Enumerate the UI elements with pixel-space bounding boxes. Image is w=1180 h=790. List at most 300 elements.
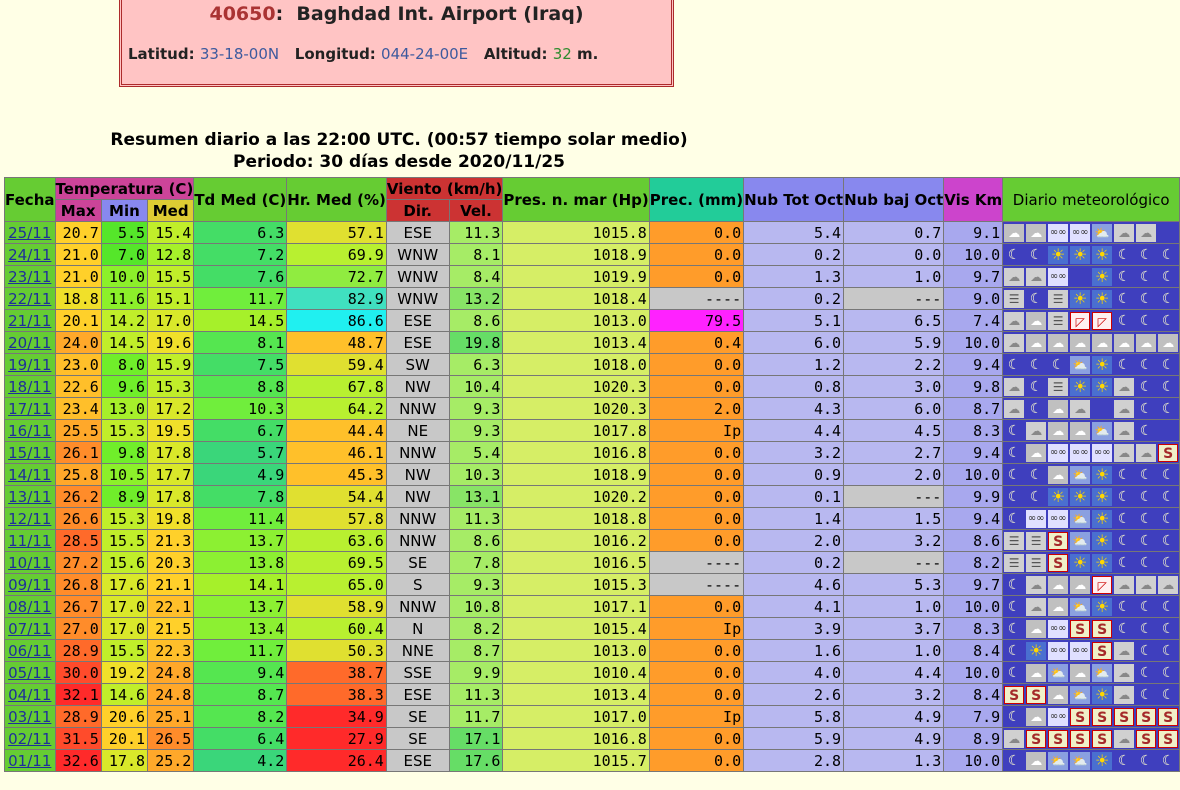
wind-dir-cell-value: N	[412, 619, 424, 638]
weather-icons-cell	[1003, 442, 1180, 464]
precip-cell	[649, 332, 743, 354]
date-link[interactable]: 20/11	[8, 333, 52, 352]
hr-cell	[287, 640, 387, 662]
sun-icon: ☀	[1092, 554, 1112, 572]
min-temp-cell-value: 9.6	[117, 377, 146, 396]
precip-cell-value: ----	[704, 289, 742, 308]
moon-icon: ☾	[1139, 313, 1153, 329]
s-icon: S	[1070, 620, 1090, 638]
station-name: Baghdad Int. Airport (Iraq)	[296, 3, 584, 25]
cloud-low-cell-value: 2.7	[914, 443, 942, 462]
precip-cell	[649, 596, 743, 618]
cloud-low-cell	[844, 618, 944, 640]
cloud-low-cell-value: 6.0	[914, 399, 942, 418]
station-coords	[128, 45, 598, 63]
moon-icon: ☾	[1161, 687, 1175, 703]
cloud-total-cell	[744, 288, 844, 310]
loop-icon: ∞∞	[1048, 444, 1068, 462]
hr-cell	[287, 574, 387, 596]
table-row	[5, 618, 1180, 640]
max-temp-cell	[55, 574, 101, 596]
date-link[interactable]: 22/11	[8, 289, 52, 308]
date-link[interactable]: 17/11	[8, 399, 52, 418]
weather-icons-cell	[1003, 508, 1180, 530]
date-cell	[5, 750, 56, 772]
moon-icon: ☾	[1139, 247, 1153, 263]
moon-icon: ☾	[1161, 621, 1175, 637]
precip-cell-value: 0.0	[714, 597, 742, 616]
moon-icon: ☾	[1117, 247, 1131, 263]
lat-value: 33-18-00N	[199, 45, 280, 63]
min-temp-cell	[101, 464, 147, 486]
max-temp-cell-value: 31.5	[62, 729, 99, 748]
date-link[interactable]: 19/11	[8, 355, 52, 374]
moon-icon: ☾	[1051, 357, 1065, 373]
visibility-cell-value: 7.9	[973, 707, 1001, 726]
lon-label: Longitud:	[294, 45, 376, 63]
min-temp-cell-value: 8.0	[117, 355, 146, 374]
table-row	[5, 596, 1180, 618]
max-temp-cell-value: 23.4	[62, 399, 99, 418]
alt-value: 32	[552, 45, 572, 63]
visibility-cell-value: 9.8	[973, 377, 1001, 396]
min-temp-cell-value: 14.2	[108, 311, 146, 330]
moon-icon: ☾	[1161, 753, 1175, 769]
date-cell	[5, 728, 56, 750]
max-temp-cell-value: 18.8	[62, 289, 99, 308]
sunc-icon: ⛅	[1070, 510, 1090, 528]
cloud-total-cell-value: 2.6	[813, 685, 842, 704]
cloud-low-cell	[844, 574, 944, 596]
hr-cell-value: 63.6	[347, 531, 384, 550]
date-link[interactable]: 06/11	[8, 641, 52, 660]
wind-dir-cell	[386, 750, 449, 772]
visibility-cell	[944, 596, 1003, 618]
weather-icons-cell	[1003, 706, 1180, 728]
precip-cell-value: 0.0	[714, 729, 742, 748]
table-row	[5, 486, 1180, 508]
visibility-cell	[944, 574, 1003, 596]
date-cell	[5, 640, 56, 662]
precip-cell	[649, 618, 743, 640]
precip-cell	[649, 354, 743, 376]
cloud-icon: ☁	[1048, 576, 1068, 594]
td-cell-value: 11.7	[248, 641, 285, 660]
table-body	[5, 222, 1180, 772]
visibility-cell	[944, 222, 1003, 244]
moon-icon: ☾	[1161, 599, 1175, 615]
table-row	[5, 332, 1180, 354]
sunc-icon: ⛅	[1070, 466, 1090, 484]
wind-dir-cell-value: NNW	[399, 399, 437, 418]
table-row	[5, 552, 1180, 574]
cloud-total-cell-value: 4.6	[813, 575, 842, 594]
table-row	[5, 354, 1180, 376]
max-temp-cell-value: 20.1	[62, 311, 99, 330]
cloud-low-cell-value: 1.0	[914, 597, 942, 616]
date-link[interactable]: 08/11	[8, 597, 52, 616]
sun-icon: ☀	[1092, 510, 1112, 528]
pressure-cell	[503, 266, 649, 288]
date-link[interactable]: 15/11	[8, 443, 52, 462]
alt-label: Altitud:	[483, 45, 548, 63]
date-link[interactable]: 14/11	[8, 465, 52, 484]
med-temp-cell-value: 19.8	[155, 509, 192, 528]
weather-icons-cell	[1003, 574, 1180, 596]
alt-unit: m.	[577, 45, 599, 63]
none-icon	[1092, 400, 1112, 418]
date-cell	[5, 376, 56, 398]
pressure-cell-value: 1013.4	[592, 685, 647, 704]
bars-icon: ☰	[1026, 532, 1046, 550]
hr-cell	[287, 266, 387, 288]
rain-icon: ☁	[1136, 224, 1156, 242]
sun-icon: ☀	[1092, 246, 1112, 264]
wind-vel-cell-value: 13.2	[464, 289, 501, 308]
weather-icons-cell	[1003, 464, 1180, 486]
wind-vel-cell	[449, 618, 503, 640]
moon-icon: ☾	[1139, 401, 1153, 417]
hr-cell-value: 65.0	[347, 575, 384, 594]
hr-cell-value: 46.1	[347, 443, 384, 462]
hr-cell-value: 86.6	[347, 311, 384, 330]
max-temp-cell	[55, 750, 101, 772]
weather-icons-cell	[1003, 398, 1180, 420]
max-temp-cell	[55, 420, 101, 442]
header-max: Max	[55, 200, 101, 222]
td-cell	[194, 618, 287, 640]
hr-cell	[287, 596, 387, 618]
min-temp-cell	[101, 618, 147, 640]
td-cell	[194, 222, 287, 244]
moon-icon: ☾	[1139, 489, 1153, 505]
sunc-icon: ⛅	[1092, 422, 1112, 440]
wind-dir-cell-value: NW	[404, 487, 431, 506]
moon-icon: ☾	[1117, 291, 1131, 307]
med-temp-cell-value: 15.5	[155, 267, 192, 286]
cloud-low-cell-value: 0.7	[914, 223, 942, 242]
cloud-low-cell-value: 4.5	[914, 421, 942, 440]
med-temp-cell	[148, 442, 194, 464]
pressure-cell	[503, 728, 649, 750]
date-link[interactable]: 21/11	[8, 311, 52, 330]
wind-dir-cell-value: NNW	[399, 531, 437, 550]
max-temp-cell-value: 27.2	[62, 553, 99, 572]
cloud-icon: ☁	[1026, 334, 1046, 352]
cloud-low-cell	[844, 684, 944, 706]
precip-cell-value: Ip	[723, 421, 742, 440]
cloud-total-cell-value: 2.8	[813, 751, 842, 770]
min-temp-cell-value: 15.3	[108, 421, 146, 440]
date-link[interactable]: 03/11	[8, 707, 52, 726]
td-cell	[194, 354, 287, 376]
header-nubbaj: Nub baj Oct	[844, 178, 944, 222]
date-cell	[5, 244, 56, 266]
pressure-cell	[503, 530, 649, 552]
cloud-icon: ☁	[1048, 400, 1068, 418]
rain-icon: ☁	[1114, 730, 1134, 748]
wind-dir-cell-value: SSE	[403, 663, 432, 682]
date-link[interactable]: 24/11	[8, 245, 52, 264]
visibility-cell	[944, 266, 1003, 288]
date-link[interactable]: 16/11	[8, 421, 52, 440]
min-temp-cell-value: 8.9	[117, 487, 146, 506]
moon-icon: ☾	[1139, 643, 1153, 659]
max-temp-cell-value: 22.6	[62, 377, 99, 396]
med-temp-cell-value: 17.0	[155, 311, 192, 330]
min-temp-cell	[101, 244, 147, 266]
moon-icon: ☾	[1117, 511, 1131, 527]
wind-dir-cell	[386, 574, 449, 596]
rain-icon: ☁	[1026, 576, 1046, 594]
hr-cell-value: 57.1	[347, 223, 384, 242]
cloud-low-cell-value: ---	[914, 289, 942, 308]
wind-dir-cell-value: ESE	[403, 751, 432, 770]
precip-cell	[649, 508, 743, 530]
moon-icon: ☾	[1161, 357, 1175, 373]
cloud-total-cell-value: 0.2	[813, 553, 842, 572]
wind-vel-cell	[449, 552, 503, 574]
min-temp-cell	[101, 310, 147, 332]
wind-dir-cell	[386, 288, 449, 310]
pressure-cell-value: 1020.2	[592, 487, 647, 506]
wind-dir-cell-value: S	[412, 575, 423, 594]
max-temp-cell-value: 26.2	[62, 487, 99, 506]
cloud-total-cell-value: 3.2	[813, 443, 842, 462]
table-row	[5, 310, 1180, 332]
hr-cell-value: 44.4	[347, 421, 384, 440]
precip-cell	[649, 706, 743, 728]
visibility-cell-value: 8.9	[973, 729, 1001, 748]
sun-icon: ☀	[1092, 268, 1112, 286]
hr-cell-value: 58.9	[347, 597, 384, 616]
pressure-cell	[503, 376, 649, 398]
min-temp-cell	[101, 640, 147, 662]
date-link[interactable]: 25/11	[8, 223, 52, 242]
moon-icon: ☾	[1161, 291, 1175, 307]
visibility-cell-value: 10.0	[964, 663, 1001, 682]
td-cell	[194, 508, 287, 530]
visibility-cell	[944, 728, 1003, 750]
min-temp-cell	[101, 728, 147, 750]
moon-icon: ☾	[1029, 247, 1043, 263]
precip-cell-value: 0.0	[714, 465, 742, 484]
cloud-low-cell-value: 6.5	[914, 311, 942, 330]
med-temp-cell	[148, 618, 194, 640]
date-link[interactable]: 11/11	[8, 531, 52, 550]
pressure-cell-value: 1016.8	[592, 729, 647, 748]
pressure-cell-value: 1018.4	[592, 289, 647, 308]
wind-vel-cell	[449, 376, 503, 398]
visibility-cell-value: 10.0	[964, 751, 1001, 770]
pressure-cell	[503, 288, 649, 310]
moon-icon: ☾	[1007, 489, 1021, 505]
pressure-cell-value: 1020.3	[592, 377, 647, 396]
pressure-cell-value: 1018.0	[592, 355, 647, 374]
cloud-total-cell-value: 0.2	[813, 245, 842, 264]
date-link[interactable]: 09/11	[8, 575, 52, 594]
visibility-cell	[944, 420, 1003, 442]
cloud-low-cell	[844, 750, 944, 772]
cloud-low-cell-value: ---	[914, 553, 942, 572]
td-cell-value: 8.2	[257, 707, 285, 726]
wind-dir-cell-value: SW	[405, 355, 430, 374]
max-temp-cell-value: 28.9	[62, 707, 99, 726]
header-hr: Hr. Med (%)	[287, 178, 387, 222]
min-temp-cell-value: 17.8	[108, 751, 146, 770]
hr-cell-value: 82.9	[347, 289, 384, 308]
min-temp-cell-value: 13.0	[108, 399, 146, 418]
cloud-total-cell	[744, 420, 844, 442]
med-temp-cell	[148, 596, 194, 618]
visibility-cell-value: 8.3	[973, 421, 1001, 440]
precip-cell-value: 0.0	[714, 487, 742, 506]
cloud-icon: ☁	[1026, 224, 1046, 242]
td-cell-value: 8.7	[257, 685, 285, 704]
cloud-icon: ☁	[1136, 334, 1156, 352]
s-icon: S	[1092, 708, 1112, 726]
wind-vel-cell-value: 9.3	[473, 399, 501, 418]
sun-icon: ☀	[1070, 246, 1090, 264]
s-icon: S	[1114, 708, 1134, 726]
visibility-cell	[944, 288, 1003, 310]
wind-vel-cell-value: 13.1	[464, 487, 501, 506]
med-temp-cell	[148, 684, 194, 706]
date-link[interactable]: 07/11	[8, 619, 52, 638]
pressure-cell-value: 1015.8	[592, 223, 647, 242]
date-link[interactable]: 10/11	[8, 553, 52, 572]
cloud-total-cell	[744, 618, 844, 640]
wind-vel-cell-value: 6.3	[473, 355, 501, 374]
hr-cell-value: 27.9	[347, 729, 384, 748]
date-link[interactable]: 04/11	[8, 685, 52, 704]
weather-icons-cell	[1003, 552, 1180, 574]
cloud-low-cell-value: 1.5	[914, 509, 942, 528]
max-temp-cell-value: 20.7	[62, 223, 99, 242]
precip-cell-value: 0.0	[714, 531, 742, 550]
cloud-low-cell-value: 3.0	[914, 377, 942, 396]
min-temp-cell	[101, 596, 147, 618]
visibility-cell-value: 9.1	[973, 223, 1001, 242]
med-temp-cell-value: 20.3	[155, 553, 192, 572]
moon-icon: ☾	[1029, 379, 1043, 395]
wind-dir-cell-value: ESE	[403, 223, 432, 242]
wind-dir-cell-value: NW	[404, 465, 431, 484]
s-icon: S	[1158, 444, 1178, 462]
loop-icon: ∞∞	[1048, 642, 1068, 660]
moon-icon: ☾	[1117, 753, 1131, 769]
cloud-total-cell	[744, 222, 844, 244]
wind-dir-cell	[386, 728, 449, 750]
med-temp-cell-value: 15.9	[155, 355, 192, 374]
moon-icon: ☾	[1139, 555, 1153, 571]
sun-icon: ☀	[1092, 598, 1112, 616]
cloud-total-cell-value: 4.4	[813, 421, 842, 440]
s-icon: S	[1070, 730, 1090, 748]
rain-icon: ☁	[1004, 334, 1024, 352]
date-link[interactable]: 12/11	[8, 509, 52, 528]
min-temp-cell-value: 19.2	[108, 663, 146, 682]
moon-icon: ☾	[1117, 269, 1131, 285]
cloud-total-cell	[744, 376, 844, 398]
visibility-cell	[944, 354, 1003, 376]
cloud-icon: ☁	[1048, 422, 1068, 440]
wind-dir-cell	[386, 464, 449, 486]
date-link[interactable]: 13/11	[8, 487, 52, 506]
td-cell	[194, 332, 287, 354]
hr-cell	[287, 706, 387, 728]
visibility-cell-value: 8.6	[973, 531, 1001, 550]
hr-cell-value: 26.4	[347, 751, 384, 770]
visibility-cell-value: 8.7	[973, 399, 1001, 418]
s-icon: S	[1048, 532, 1068, 550]
date-link[interactable]: 18/11	[8, 377, 52, 396]
max-temp-cell-value: 28.5	[62, 531, 99, 550]
header-vel: Vel.	[449, 200, 503, 222]
date-cell	[5, 420, 56, 442]
cloud-icon: ☁	[1026, 312, 1046, 330]
cloud-total-cell	[744, 728, 844, 750]
rain-icon: ☁	[1004, 400, 1024, 418]
date-link[interactable]: 23/11	[8, 267, 52, 286]
visibility-cell-value: 9.7	[973, 267, 1001, 286]
date-cell	[5, 662, 56, 684]
wind-dir-cell	[386, 530, 449, 552]
table-row	[5, 728, 1180, 750]
min-temp-cell-value: 14.5	[108, 333, 146, 352]
wind-vel-cell	[449, 222, 503, 244]
pressure-cell	[503, 750, 649, 772]
bars-icon: ☰	[1048, 312, 1068, 330]
min-temp-cell	[101, 706, 147, 728]
precip-cell	[649, 398, 743, 420]
wind-vel-cell	[449, 640, 503, 662]
max-temp-cell-value: 26.1	[62, 443, 99, 462]
cloud-total-cell	[744, 750, 844, 772]
sun-icon: ☀	[1092, 290, 1112, 308]
date-link[interactable]: 02/11	[8, 729, 52, 748]
table-row	[5, 398, 1180, 420]
rain-icon: ☁	[1004, 730, 1024, 748]
med-temp-cell-value: 21.3	[155, 531, 192, 550]
date-link[interactable]: 05/11	[8, 663, 52, 682]
station-wmo: 40650	[209, 3, 276, 25]
cloud-low-cell-value: 3.7	[914, 619, 942, 638]
visibility-cell	[944, 552, 1003, 574]
visibility-cell	[944, 530, 1003, 552]
date-cell	[5, 574, 56, 596]
max-temp-cell	[55, 332, 101, 354]
date-link[interactable]: 01/11	[8, 751, 52, 770]
wind-vel-cell	[449, 596, 503, 618]
moon-icon: ☾	[1161, 665, 1175, 681]
min-temp-cell	[101, 750, 147, 772]
wind-vel-cell-value: 9.9	[473, 663, 501, 682]
wind-dir-cell	[386, 618, 449, 640]
rain-icon: ☁	[1026, 268, 1046, 286]
sunc-icon: ⛅	[1070, 752, 1090, 770]
wind-dir-cell-value: SE	[408, 729, 428, 748]
wind-dir-cell-value: NNW	[399, 443, 437, 462]
visibility-cell-value: 9.9	[973, 487, 1001, 506]
td-cell-value: 14.1	[248, 575, 285, 594]
td-cell-value: 5.7	[257, 443, 285, 462]
td-cell	[194, 310, 287, 332]
med-temp-cell	[148, 706, 194, 728]
wind-dir-cell	[386, 640, 449, 662]
td-cell-value: 11.4	[248, 509, 285, 528]
med-temp-cell-value: 21.5	[155, 619, 192, 638]
